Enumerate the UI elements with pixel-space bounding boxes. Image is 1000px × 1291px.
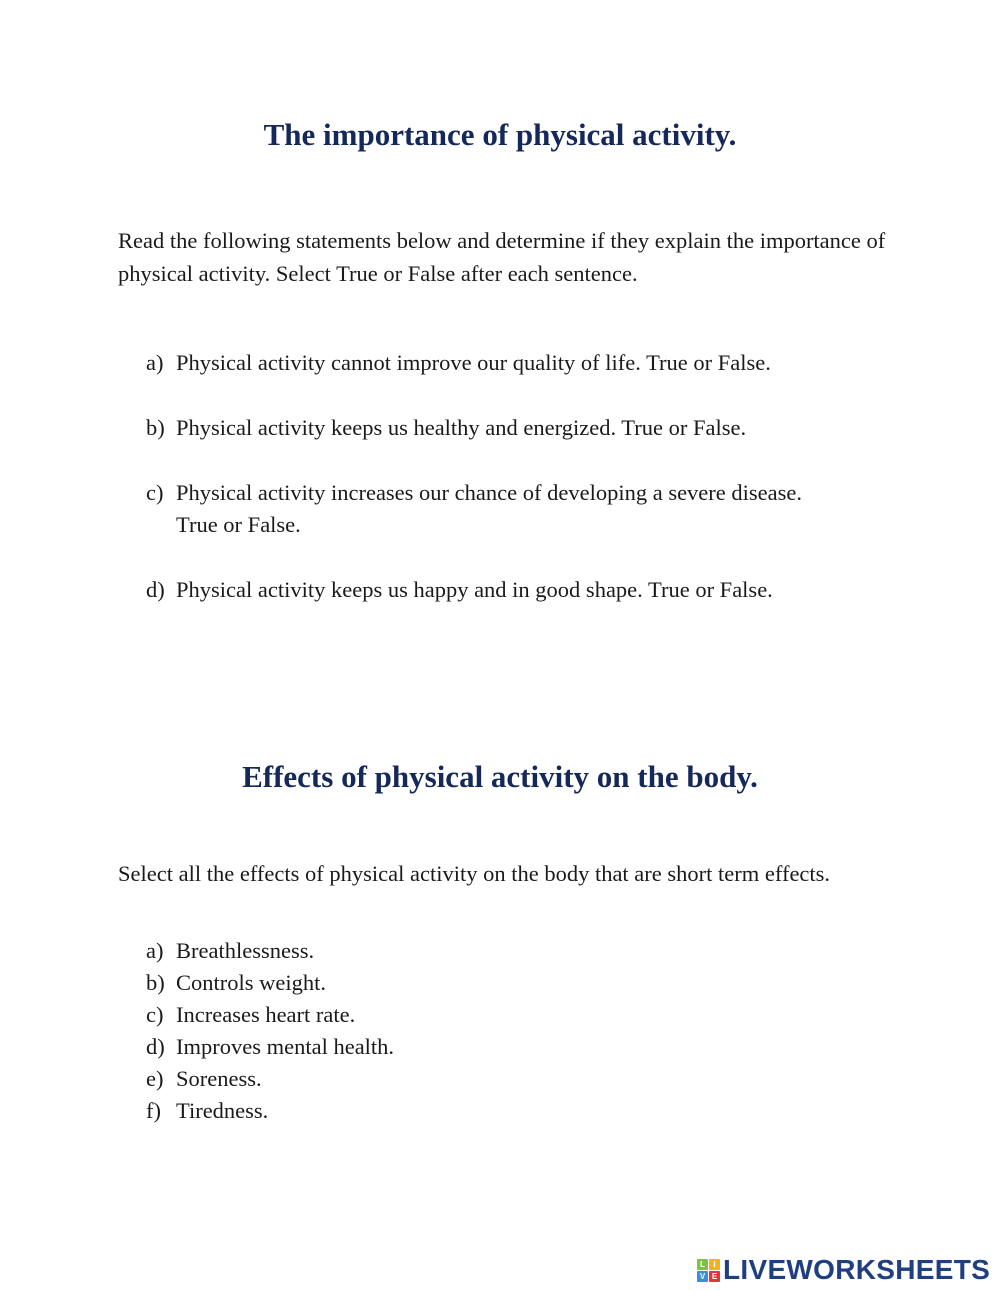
instructions-importance: Read the following statements below and determine if they explain the importance of physical activity. Select True or False after each sentence. [118, 228, 886, 286]
item-label: b) [146, 415, 165, 440]
tile-e: E [709, 1271, 720, 1282]
item-label: d) [146, 1034, 165, 1059]
item-text: Physical activity increases our chance of developing a severe disease. True or False. [176, 480, 803, 537]
item-text: Increases heart rate. [176, 1002, 356, 1027]
effect-item [146, 1095, 906, 1127]
item-text: Tiredness. [176, 1098, 269, 1123]
item-label: b) [146, 970, 165, 995]
item-label: c) [146, 1002, 164, 1027]
effect-item [146, 1031, 906, 1063]
logo-wordmark: LIVEWORKSHEETS [723, 1254, 991, 1285]
item-text: Physical activity cannot improve our quality of life. True or False. [176, 350, 771, 375]
live-tiles-icon [697, 1259, 720, 1282]
item-label: f) [146, 1098, 161, 1123]
statement-item [146, 477, 826, 541]
item-text: Physical activity keeps us happy and in good shape. True or False. [176, 577, 773, 602]
statement-item [146, 574, 906, 606]
section-title-effects: Effects of physical activity on the body. [242, 759, 758, 794]
item-label: c) [146, 480, 164, 505]
effect-item [146, 967, 906, 999]
item-text: Controls weight. [176, 970, 326, 995]
item-label: e) [146, 1066, 164, 1091]
item-label: a) [146, 350, 164, 375]
tile-i: I [709, 1259, 720, 1270]
statement-item [146, 412, 906, 444]
effect-item [146, 999, 906, 1031]
tile-v: V [697, 1271, 708, 1282]
item-label: d) [146, 577, 165, 602]
tile-l: L [697, 1259, 708, 1270]
item-text: Breathlessness. [176, 938, 315, 963]
statement-item [146, 347, 906, 379]
effect-item [146, 935, 906, 967]
item-text: Physical activity keeps us healthy and energized. True or False. [176, 415, 747, 440]
item-text: Soreness. [176, 1066, 262, 1091]
instructions-effects: Select all the effects of physical activity on the body that are short term effects. [118, 861, 831, 886]
item-text: Improves mental health. [176, 1034, 395, 1059]
liveworksheets-logo [697, 1256, 990, 1284]
effect-item [146, 1063, 906, 1095]
section-title-importance: The importance of physical activity. [263, 117, 737, 152]
item-label: a) [146, 938, 164, 963]
